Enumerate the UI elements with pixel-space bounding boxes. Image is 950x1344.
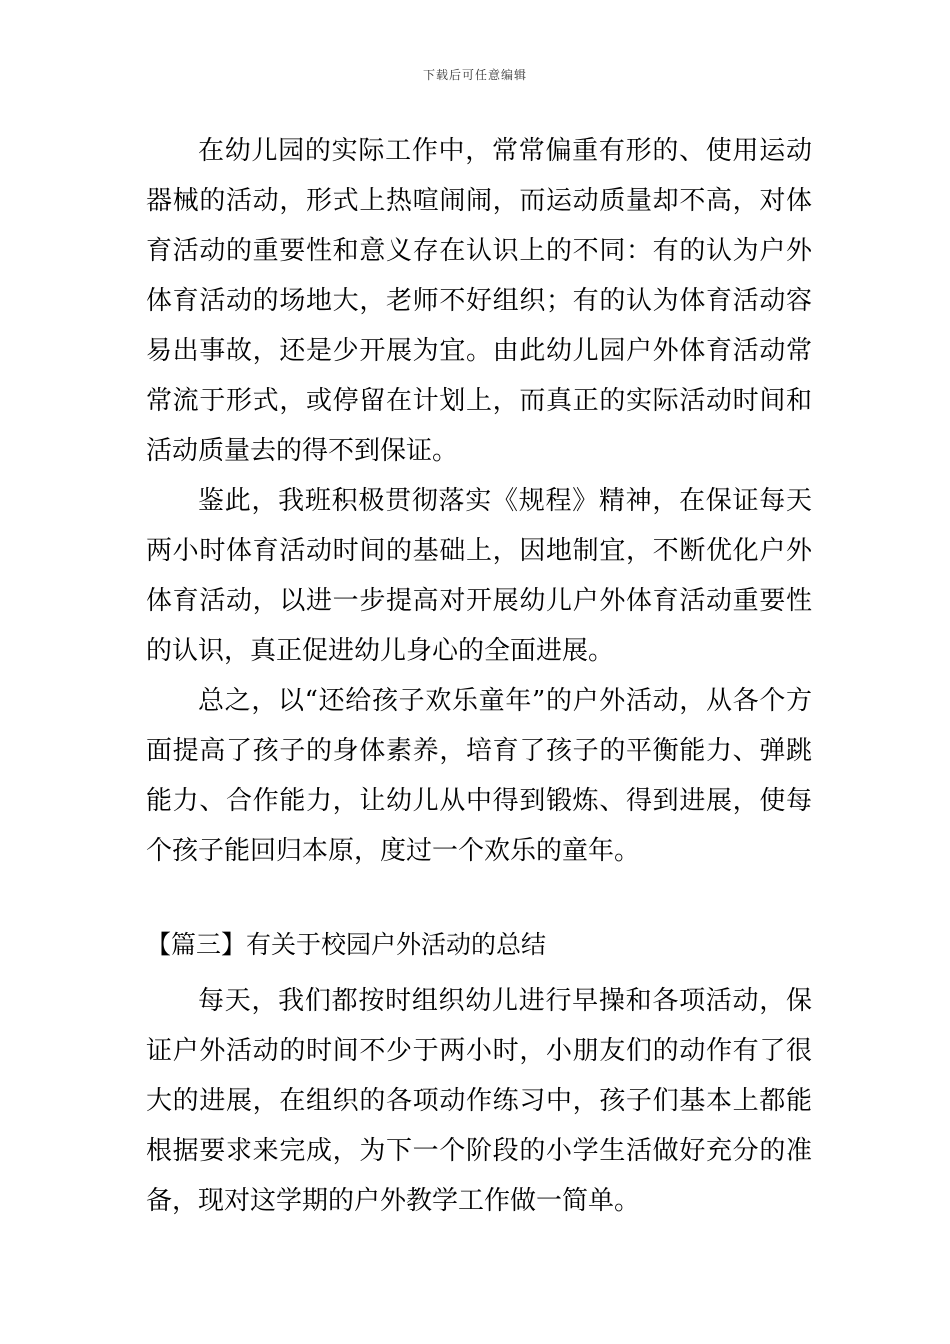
header-note: 下载后可任意编辑 [422,68,527,82]
paragraph-2: 鉴此，我班积极贯彻落实《规程》精神，在保证每天两小时体育活动时间的基础上，因地制宜，不断优化户外体育活动，以进一步提高对开展幼儿户外体育活动重要性的认识，真正促进幼儿身心的全面进展。 [146,486,812,666]
section-paragraph: 每天，我们都按时组织幼儿进行早操和各项活动，保证户外活动的时间不少于两小时，小朋友们的动作有了很大的进展，在组织的各项动作练习中，孩子们基本上都能根据要求来完成，为下一个阶段的小学生活做好充分的准备，现对这学期的户外教学工作做一简单。 [146,986,812,1216]
paragraph-3: 总之，以“还给孩子欢乐童年”的户外活动，从各个方面提高了孩子的身体素养，培育了孩子的平衡能力、弹跳能力、合作能力，让幼儿从中得到锻炼、得到进展，使每个孩子能回归本原，度过一个欢乐的童年。 [146,686,812,866]
paragraph-1: 在幼儿园的实际工作中，常常偏重有形的、使用运动器械的活动，形式上热喧闹闹，而运动质量却不高，对体育活动的重要性和意义存在认识上的不同：有的认为户外体育活动的场地大，老师不好组织；有的认为体育活动容易出事故，还是少开展为宜。由此幼儿园户外体育活动常常流于形式，或停留在计划上，而真正的实际活动时间和活动质量去的得不到保证。 [146,136,812,466]
section-heading: 【篇三】有关于校园户外活动的总结 [146,930,547,959]
